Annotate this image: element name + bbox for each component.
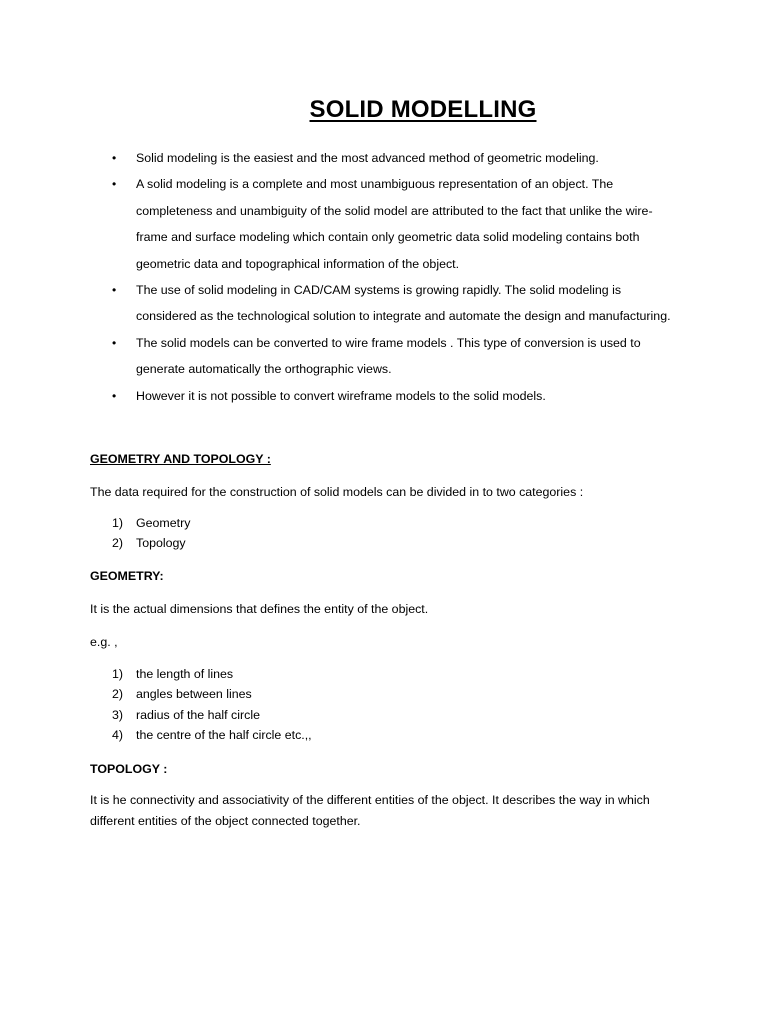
- page-title: SOLID MODELLING: [309, 96, 537, 123]
- list-item: [112, 684, 672, 704]
- list-number: 2): [112, 536, 124, 551]
- list-item: [112, 705, 672, 725]
- list-item: [112, 725, 672, 745]
- list-item: [112, 513, 672, 533]
- list-text: Geometry: [136, 516, 191, 530]
- bullet-icon: •: [112, 283, 117, 298]
- list-text: radius of the half circle: [136, 707, 260, 722]
- list-number: 4): [112, 727, 124, 742]
- geometry-examples-list: [112, 664, 672, 745]
- list-text: Topology: [136, 536, 186, 551]
- bullet-icon: •: [112, 151, 117, 165]
- list-item: [112, 533, 672, 553]
- list-text: angles between lines: [136, 687, 252, 702]
- geometry-text: It is the actual dimensions that defines the entity of the object.: [90, 602, 429, 616]
- bullet-text: The use of solid modeling in CAD/CAM systems is growing rapidly. The solid modeling is considered as the technological solution to integrate and automate the design and manufacturing.: [136, 283, 671, 324]
- list-number: 1): [112, 667, 124, 681]
- bullet-item: [112, 383, 672, 409]
- list-number: 1): [112, 516, 124, 530]
- bullet-text: However it is not possible to convert wireframe models to the solid models.: [136, 388, 546, 403]
- bullet-text: Solid modeling is the easiest and the most advanced method of geometric modeling.: [136, 151, 599, 165]
- topology-text-line-1: It is he connectivity and associativity of the different entities of the object. It describes the way in which: [90, 793, 650, 807]
- geometry-topology-heading: GEOMETRY AND TOPOLOGY :: [90, 452, 271, 466]
- bullet-item: [112, 171, 672, 277]
- categories-list: [112, 513, 672, 554]
- intro-bullet-list: [112, 145, 672, 409]
- list-text: the centre of the half circle etc.,,: [136, 727, 312, 742]
- topology-heading: TOPOLOGY :: [90, 762, 168, 776]
- geometry-heading: GEOMETRY:: [90, 569, 164, 583]
- list-number: 3): [112, 707, 124, 722]
- list-item: [112, 664, 672, 684]
- bullet-text: The solid models can be converted to wire frame models . This type of conversion is used to generate automatically the orthographic views.: [136, 335, 641, 377]
- bullet-text: A solid modeling is a complete and most unambiguous representation of an object. The completeness and unambiguity of the solid model are attributed to the fact that unlike the wire-frame and surface modeling which contain only geometric data solid modeling contains both geometric data and topographical information of the object.: [136, 177, 653, 271]
- bullet-item: [112, 330, 672, 383]
- topology-text-line-2: different entities of the object connected together.: [90, 814, 361, 828]
- bullet-item: [112, 277, 672, 330]
- bullet-item: [112, 145, 672, 171]
- eg-label: e.g. ,: [90, 635, 118, 649]
- list-text: the length of lines: [136, 667, 234, 681]
- bullet-icon: •: [112, 335, 117, 350]
- list-number: 2): [112, 687, 124, 702]
- categories-intro: The data required for the construction of solid models can be divided in to two categories :: [90, 485, 584, 499]
- bullet-icon: •: [112, 388, 117, 403]
- bullet-icon: •: [112, 177, 117, 192]
